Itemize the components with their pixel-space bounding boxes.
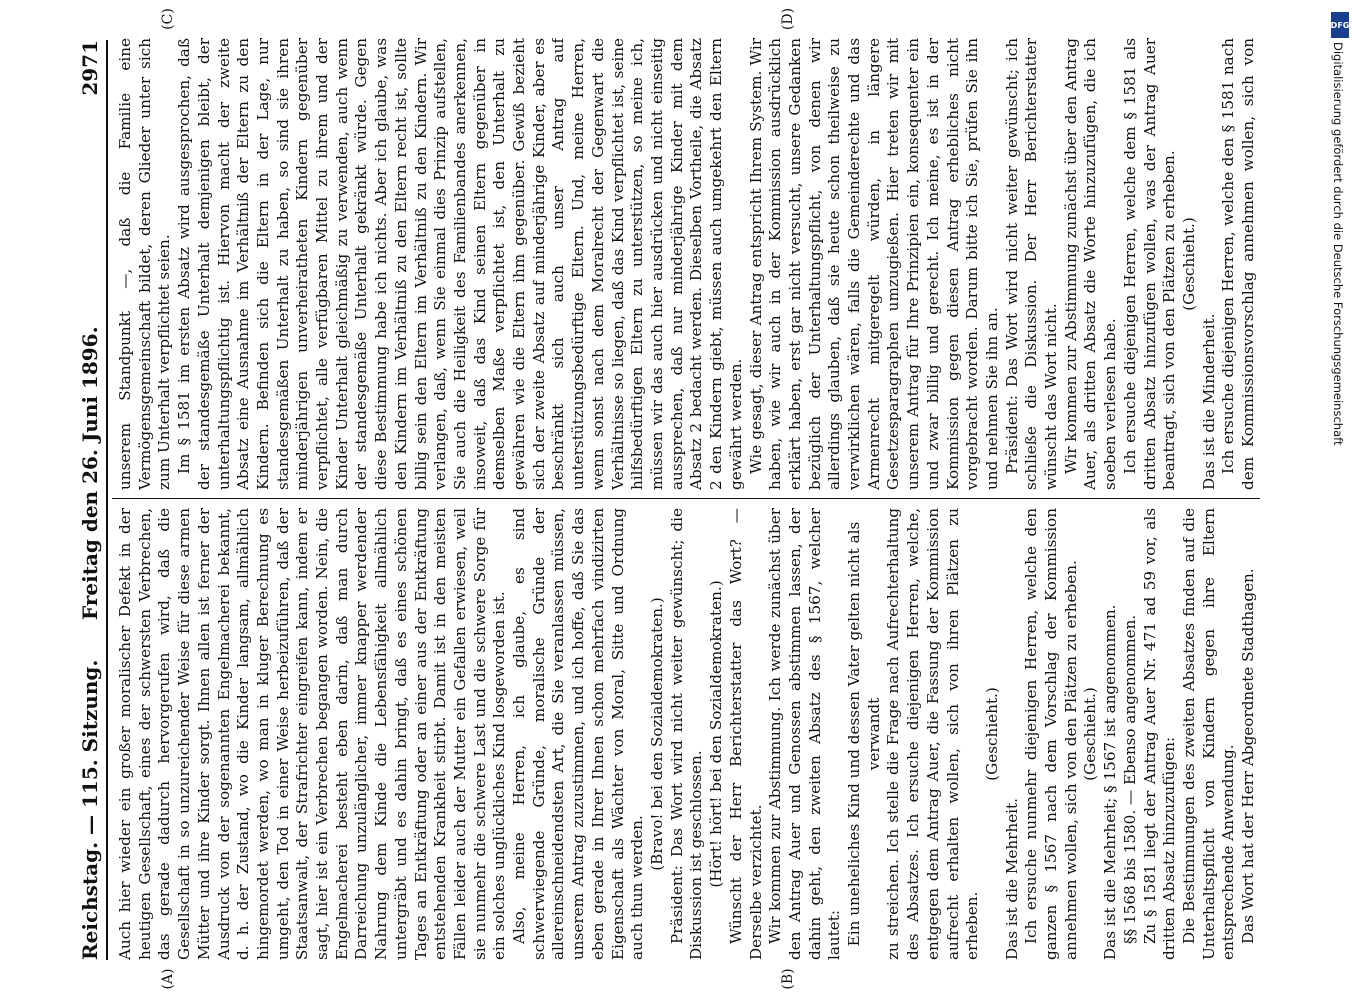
text-column-left	[116, 508, 1260, 960]
paragraph	[1259, 508, 1260, 960]
paragraph: unserem Standpunkt —, daß die Familie eine Vermögensgemeinschaft bildet, deren Glieder unter sich zum Unterhalt verpflichtet seien.	[116, 38, 174, 490]
interjection: (Geschieht.)	[982, 687, 1001, 781]
digitization-credit	[1329, 8, 1351, 908]
paragraph: Wünscht der Herr Berichterstatter das Wort? — Derselbe verzichtet.	[726, 508, 765, 960]
header-date: Freitag den 26. Juni 1896.	[78, 326, 102, 620]
margin-marker-b: (B)	[780, 968, 796, 990]
paragraph: Wir kommen zur Abstimmung. Ich werde zunächst über den Antrag Auer und Genossen abstimmen lassen, der dahin geht, den zweiten Absatz des § 1567, welcher lautet:	[766, 508, 844, 960]
header-left: Reichstag. — 115. Sitzung.	[78, 659, 102, 960]
paragraph: Zu § 1581 liegt der Antrag Auer Nr. 471 ad 59 vor, als dritten Absatz hinzuzufügen:	[1140, 508, 1179, 960]
page-number: 2971	[78, 40, 102, 96]
paragraph: Auch hier wieder ein großer moralischer Defekt in der heutigen Gesellschaft, eines der schwersten Verbrechen, das gerade dadurch hervorgerufen wird, daß die Gesellschaft in so unzureichender Weise für diese armen Mütter und ihre Kinder sorgt. Ihnen allen ist ferner der Ausdruck von der sogenannten Engelmacherei bekannt, d. h. der Zustand, wo die Kinder langsam, allmählich hingemordet werden, wo man in kluger Berechnung es umgeht, den Tod in einer Weise herbeizuführen, daß der Staatsanwalt, der Strafrichter eingreifen kann, indem er sagt, hier ist ein Verbrechen begangen worden. Nein, die Engelmacherei besteht eben darin, daß man durch Darreichung unzulänglicher, immer knapper werdender Nahrung dem Kinde die Lebensfähigkeit allmählich untergräbt und es dahin bringt, daß es eines schönen Tages an Entkräftung oder an einer aus der Entkräftung entstehenden Krankheit stirbt. Damit ist in den meisten Fällen leider auch der Mutter ein Gefallen erwiesen, weil sie nunmehr die schwere Last und die schwere Sorge für ein solches unglückliches Kind losgeworden ist.	[116, 508, 509, 960]
paragraph: Das ist die Mehrheit.	[1002, 798, 1021, 960]
margin-marker-d: (D)	[780, 7, 796, 31]
margin-marker-c: (C)	[160, 8, 176, 30]
interjection: (Hört! hört! bei den Sozialdemokraten.)	[707, 580, 726, 888]
running-header	[72, 40, 108, 960]
paragraph: Das Wort hat der Herr Abgeordnete Stadthagen.	[1239, 568, 1258, 944]
column-divider	[112, 498, 1260, 499]
paragraph: Ich ersuche diejenigen Herren, welche den § 1581 nach dem Kommissionsvorschlag annehmen wollen, sich von	[1219, 38, 1258, 490]
quoted-text: Ein uneheliches Kind und dessen Vater gelten nicht als verwandt	[845, 521, 883, 947]
paragraph: Wie gesagt, dieser Antrag entspricht Ihrem System. Wir haben, wie wir auch in der Kommission ausdrücklich erklärt haben, erst gar nicht versucht, unsere Gedanken bezüglich der Unterhaltungspflicht, von denen wir allerdings glauben, daß sie heute schon theilweise zu verwirklichen wären, falls die Gemeinderechte und das Armenrecht mitgeregelt würden, in längere Gesetzesparagraphen umzugießen. Hier treten wir mit unserem Antrag für Ihre Prinzipien ein, konsequenter ein und zwar billig und gerecht. Ich meine, es ist in der Kommission gegen diesen Antrag erhebliches nicht vorgebracht worden. Darum bitte ich Sie, prüfen Sie ihn und nehmen Sie ihn an.	[746, 38, 1001, 490]
dfg-logo: DFG	[1331, 12, 1349, 38]
paragraph: Also, meine Herren, ich glaube, es sind schwerwiegende Gründe, moralische Gründe der allereinschneidendsten Art, die Sie veranlassen müssen, unserem Antrag zuzustimmen, und ich hoffe, daß Sie das eben gerade in Ihrer Ihnen schon mehrfach vindizirten Eigenschaft als Wächter von Moral, Sitte und Ordnung auch thun werden.	[510, 508, 647, 960]
paragraph: Das ist die Mehrheit; § 1567 ist angenommen.	[1101, 604, 1120, 960]
interjection: (Bravo! bei den Sozialdemokraten.)	[647, 597, 666, 871]
paragraph: zu streichen. Ich stelle die Frage nach Aufrechterhaltung des Absatzes. Ich ersuche diejenigen Herren, welche, entgegen dem Antrag Auer, die Fassung der Kommission aufrecht erhalten wollen, sich von ihren Plätzen zu erheben.	[884, 508, 982, 960]
paragraph: Präsident: Das Wort wird nicht weiter gewünscht; ich schließe die Diskussion. Der Herr Berichterstatter wünscht das Wort nicht.	[1002, 38, 1061, 490]
credit-text: Digitalisierung gefördert durch die Deutsche Forschungsgemeinschaft	[1331, 42, 1345, 446]
interjection: (Geschieht.)	[1179, 217, 1198, 311]
paragraph: Das ist die Minderheit.	[1199, 313, 1218, 490]
text-column-right	[116, 38, 1260, 490]
paragraph: §§ 1568 bis 1580. — Ebenso angenommen.	[1120, 614, 1139, 944]
paragraph: Wir kommen zur Abstimmung zunächst über den Antrag Auer, als dritten Absatz die Worte hinzuzufügen, die ich soeben verlesen habe.	[1061, 38, 1120, 490]
margin-marker-a: (A)	[160, 968, 176, 990]
paragraph: Präsident: Das Wort wird nicht weiter gewünscht; die Diskussion ist geschlossen.	[667, 508, 706, 960]
interjection: (Geschieht.)	[1081, 687, 1100, 781]
paragraph: Ich ersuche nunmehr diejenigen Herren, welche den ganzen § 1567 nach dem Vorschlag der Kommission annehmen wollen, sich von den Plätzen zu erheben.	[1022, 508, 1080, 960]
paragraph: Ich ersuche diejenigen Herren, welche dem § 1581 als dritten Absatz hinzufügen wollen, was der Antrag Auer beantragt, sich von den Plätzen zu erheben.	[1120, 38, 1179, 490]
paragraph: Im § 1581 im ersten Absatz wird ausgesprochen, daß der standesgemäße Unterhalt demjenigen bleibt, der unterhaltungspflichtig ist. Hiervon macht der zweite Absatz eine Ausnahme im Verhältniß der Eltern zu den Kindern. Befinden sich die Eltern in der Lage, nur standesgemäßen Unterhalt zu haben, so sind sie ihren minderjährigen unverheiratheten Kindern gegenüber verpflichtet, alle verfügbaren Mittel zu ihrem und der Kinder Unterhalt gleichmäßig zu verwenden, auch wenn der standesgemäße Unterhalt gekränkt würde. Gegen diese Bestimmung habe ich nichts. Aber ich glaube, was den Kindern im Verhältniß zu den Eltern recht ist, sollte billig sein den Eltern im Verhältniß zu den Kindern. Wir verlangen, daß, wenn Sie einmal dies Prinzip aufstellen, Sie auch die Heiligkeit des Familienbandes anerkennen, insoweit, daß das Kind seinen Eltern gegenüber in demselben Maße verpflichtet ist, den Unterhalt zu gewähren wie die Eltern ihm gegenüber. Gewiß bezieht sich der zweite Absatz auf minderjährige Kinder, aber es beschränkt sich auch unser Antrag auf unterstützungsbedürftige Eltern. Und, meine Herren, wenn sonst nach dem Moralrecht der Gegenwart die Verhältnisse so liegen, daß das Kind verpflichtet ist, seine hilfsbedürftigen Eltern zu unterstützen, so meine ich, müssen wir das auch hier ausdrücken und nicht einseitig aussprechen, daß nur minderjährige Kinder mit dem Absatz 2 bedacht werden. Dieselben Vortheile, die Absatz 2 den Kindern giebt, müssen auch umgekehrt den Eltern gewährt werden.	[175, 38, 745, 490]
document-page	[50, 0, 1300, 1000]
quoted-text: Die Bestimmungen des zweiten Absatzes finden auf die Unterhaltspflicht von Kindern gegen ihre Eltern entsprechende Anwendung.	[1179, 508, 1238, 960]
